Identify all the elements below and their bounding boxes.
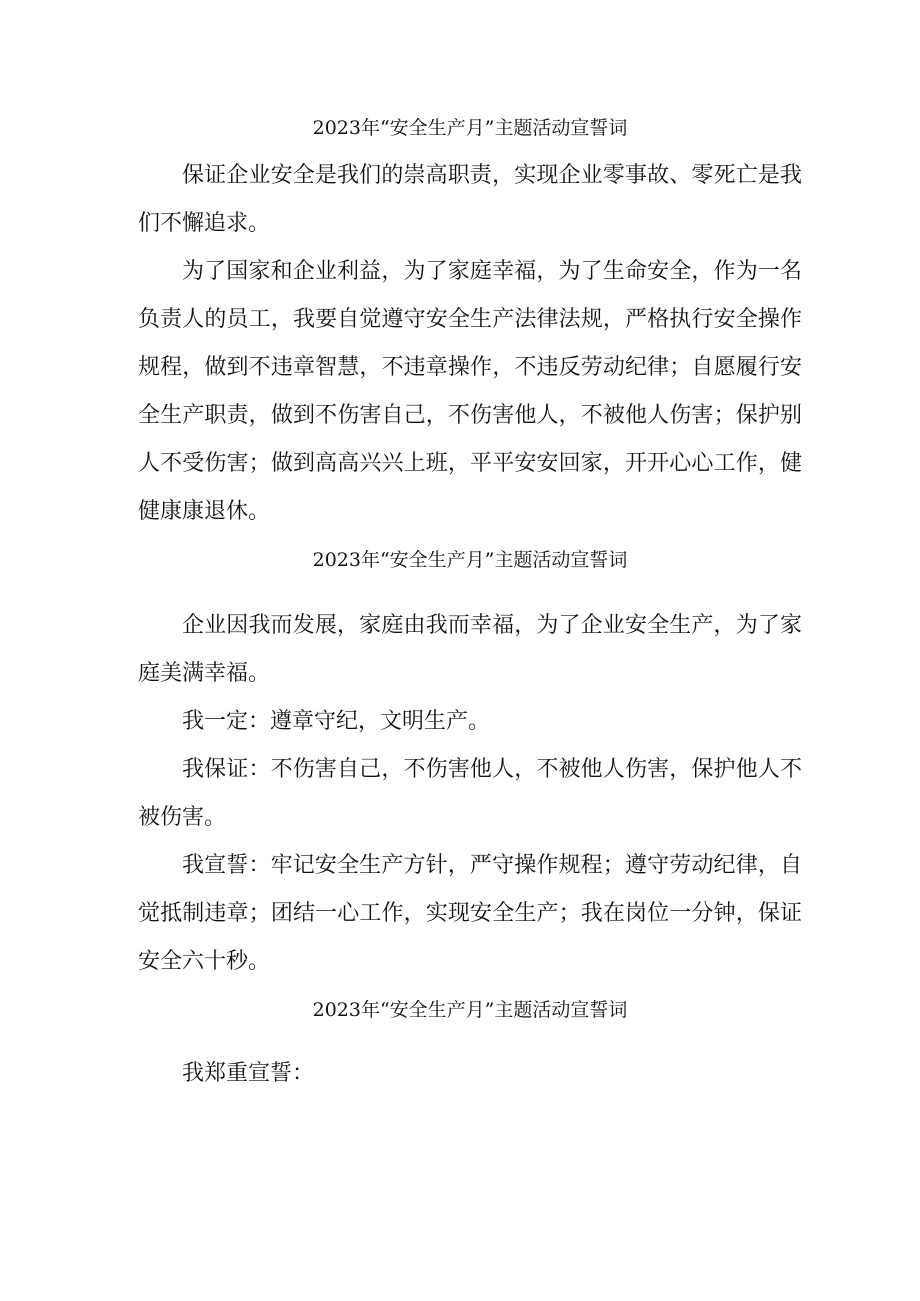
section-2-paragraph-2: 我一定：遵章守纪，文明生产。 — [182, 709, 491, 734]
section-3-spacer — [138, 1034, 802, 1050]
section-2-paragraph-3: 我保证：不伤害自己，不伤害他人，不被他人伤害，保护他人不被伤害。 — [138, 757, 802, 830]
document-content — [138, 104, 802, 1098]
section-3-title: 2023年“安全生产月”主题活动宣誓词 — [312, 999, 628, 1021]
section-1-paragraph-2: 为了国家和企业利益，为了家庭幸福，为了生命安全，作为一名负责人的员工，我要自觉遵守安全生产法律法规，严格执行安全操作规程，做到不违章智慧，不违章操作，不违反劳动纪律；自愿履行安全生产职责，做到不伤害自己，不伤害他人，不被他人伤害；保护别人不受伤害；做到高高兴兴上班，平平安安回家，开开心心工作，健健康康退休。 — [138, 259, 802, 524]
section-2-title: 2023年“安全生产月”主题活动宣誓词 — [312, 549, 628, 571]
section-2-paragraph-1: 企业因我而发展，家庭由我而幸福，为了企业安全生产，为了家庭美满幸福。 — [138, 613, 802, 686]
section-2-spacer — [138, 584, 802, 602]
section-1-title: 2023年“安全生产月”主题活动宣誓词 — [312, 117, 628, 139]
section-2-paragraph-4: 我宣誓：牢记安全生产方针，严守操作规程；遵守劳动纪律，自觉抵制违章；团结一心工作，实现安全生产；我在岗位一分钟，保证安全六十秒。 — [138, 853, 802, 974]
section-1-paragraph-1: 保证企业安全是我们的崇高职责，实现企业零事故、零死亡是我们不懈追求。 — [138, 163, 802, 236]
section-3-paragraph-1: 我郑重宣誓： — [182, 1061, 315, 1086]
